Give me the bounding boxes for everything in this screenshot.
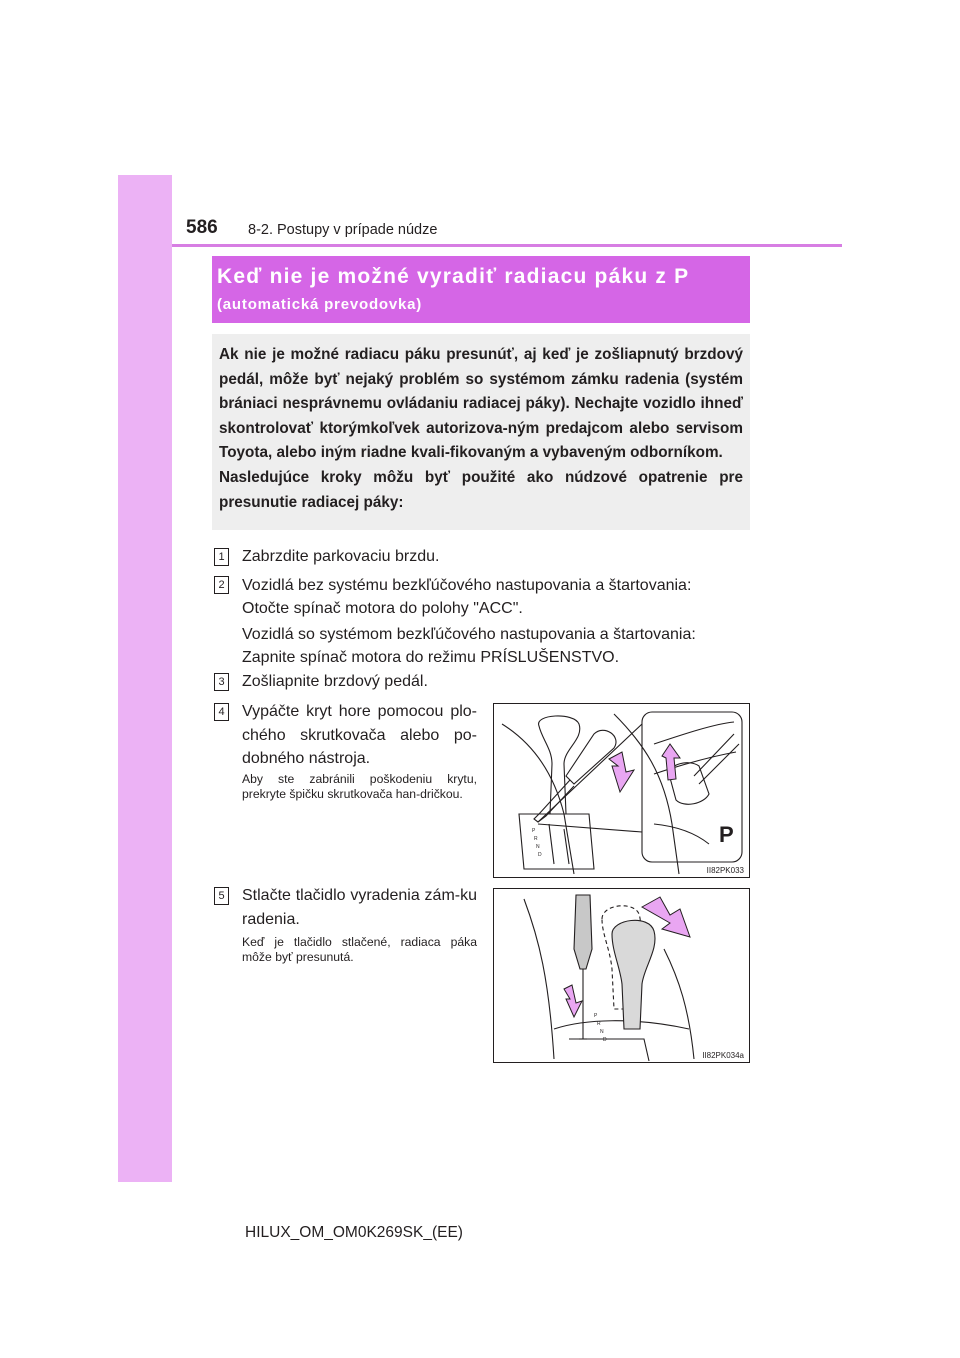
- intro-paragraph-2: Nasledujúce kroky môžu byť použité ako núdzové opatrenie pre presunutie radiacej páky:: [219, 468, 743, 511]
- svg-text:P: P: [594, 1013, 598, 1019]
- figure-code: II82PK033: [706, 866, 744, 875]
- svg-text:D: D: [538, 852, 542, 858]
- svg-text:N: N: [536, 844, 540, 850]
- svg-text:N: N: [600, 1029, 604, 1035]
- step-number-5: 5: [214, 887, 229, 905]
- figure-shift-cover: [493, 703, 750, 878]
- svg-text:R: R: [534, 836, 538, 842]
- section-title: 8-2. Postupy v prípade núdze: [248, 222, 438, 238]
- svg-text:D: D: [603, 1037, 607, 1043]
- step-5-text: Stlačte tlačidlo vyradenia zám-ku radenia.: [242, 887, 477, 928]
- header-rule: [172, 244, 842, 247]
- figure-code-2: II82PK034a: [702, 1051, 744, 1060]
- step-number-1: 1: [214, 548, 229, 566]
- footer-doc-code: HILUX_OM_OM0K269SK_(EE): [245, 1224, 463, 1241]
- page-number: 586: [186, 217, 218, 238]
- heading-subtitle: (automatická prevodovka): [217, 296, 423, 313]
- figure-shift-lock-button: [493, 888, 750, 1063]
- step-number-4: 4: [214, 703, 229, 721]
- heading-title: Keď nie je možné vyradiť radiacu páku z P: [217, 265, 690, 288]
- svg-text:P: P: [532, 828, 536, 834]
- step-number-3: 3: [214, 673, 229, 691]
- step-2-text-a1: Vozidlá bez systému bezkľúčového nastupovania a štartovania:: [242, 577, 692, 594]
- heading-box: [212, 256, 750, 323]
- svg-text:R: R: [597, 1021, 601, 1027]
- park-position-label: P: [719, 822, 734, 847]
- step-3-text: Zošliapnite brzdový pedál.: [242, 673, 428, 690]
- step-2-text-a2: Otočte spínač motora do polohy "ACC".: [242, 600, 523, 617]
- intro-paragraph: Ak nie je možné radiacu páku presunúť, aj keď je zošliapnutý brzdový pedál, môže byť nejaký problém so systémom zámku radenia (systém brániaci nesprávnemu ovládaniu radiacej páky). Nechajte vozidlo ihneď skontrolovať ktorýmkoľvek autorizova-ným predajcom alebo servisom Toyota, alebo iným riadne kvali-fikovaným a vybaveným odborníkom.: [219, 346, 743, 462]
- step-2-text-b2: Zapnite spínač motora do režimu PRÍSLUŠENSTVO.: [242, 649, 620, 666]
- intro-box: [212, 334, 750, 530]
- step-number-2: 2: [214, 576, 229, 594]
- step-4-note: Aby ste zabránili poškodeniu krytu, prekryte špičku skrutkovača han-dričkou.: [242, 772, 477, 801]
- step-4-text: Vypáčte kryt hore pomocou plo-chého skrutkovača alebo po-dobného nástroja.: [242, 703, 477, 767]
- chapter-sidebar-tab: [118, 175, 172, 1182]
- step-2-text-b1: Vozidlá so systémom bezkľúčového nastupovania a štartovania:: [242, 626, 696, 643]
- step-1-text: Zabrzdite parkovaciu brzdu.: [242, 548, 440, 565]
- step-5-note: Keď je tlačidlo stlačené, radiaca páka môže byť presunutá.: [242, 935, 477, 964]
- shift-lock-illustration: [494, 889, 749, 1062]
- shift-cover-illustration: [494, 704, 749, 877]
